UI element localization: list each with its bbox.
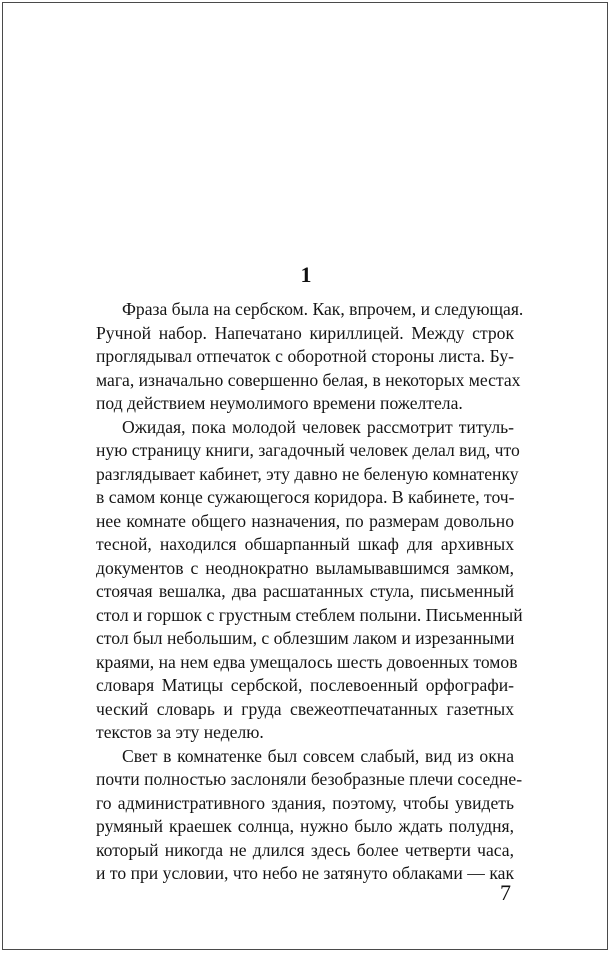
text-line: в самом конце сужающегося коридора. В кабинете, точ-	[96, 487, 515, 507]
text-line: тесной, находился обшарпанный шкаф для архивных	[96, 534, 514, 554]
text-line: который никогда не длился здесь более четверти часа,	[96, 839, 514, 860]
text-line: текстов за эту неделю.	[96, 722, 264, 742]
text-line: разглядывает кабинет, эту давно не беленую комнатенку	[96, 463, 519, 484]
text-line: румяный краешек солнца, нужно было ждать полудня,	[96, 816, 514, 836]
text-line: стол был небольшим, с облезшим лаком и изрезанными	[96, 628, 515, 648]
page-number: 7	[500, 880, 511, 905]
text-line: словаря Матицы сербской, послевоенный орфографи-	[96, 675, 514, 695]
text-line: мага, изначально совершенно белая, в некоторых местах	[96, 369, 521, 390]
text-line: и то при условии, что небо не затянуто облаками — как	[96, 863, 514, 883]
text-line: го административного здания, поэтому, чтобы увидеть	[96, 792, 514, 813]
text-line: стол и горшок с грустным стеблем полыни. Письменный	[96, 604, 523, 625]
text-line: почти полностью заслоняли безобразные плечи соседне-	[96, 769, 523, 789]
text-line: документов с неоднократно выламывавшимся замком,	[96, 557, 514, 578]
book-page	[2, 2, 608, 950]
text-line: под действием неумолимого времени пожелтела.	[96, 393, 463, 413]
text-line: проглядывал отпечаток с оборотной стороны листа. Бу-	[96, 346, 514, 366]
text-line: Ручной набор. Напечатано кириллицей. Между строк	[96, 322, 514, 343]
paragraph-3	[96, 745, 523, 886]
text-line: нее комнате общего назначения, по размерам довольно	[96, 510, 514, 531]
text-line: ную страницу книги, загадочный человек делал вид, что	[96, 440, 520, 460]
text-line: Ожидая, пока молодой человек рассмотрит титуль-	[122, 416, 514, 437]
text-line: Свет в комнатенке был совсем слабый, вид из окна	[122, 745, 514, 766]
text-line: стоячая вешалка, два расшатанных стула, письменный	[96, 581, 514, 601]
text-line: краями, на нем едва умещалось шесть довоенных томов	[96, 651, 518, 672]
paragraph-1	[96, 298, 524, 416]
text-line: Фраза была на сербском. Как, впрочем, и следующая.	[122, 299, 524, 319]
chapter-number: 1	[300, 262, 312, 287]
body-text	[96, 298, 524, 886]
paragraph-2	[96, 416, 523, 745]
text-line: ческий словарь и груда свежеотпечатанных газетных	[96, 698, 514, 719]
